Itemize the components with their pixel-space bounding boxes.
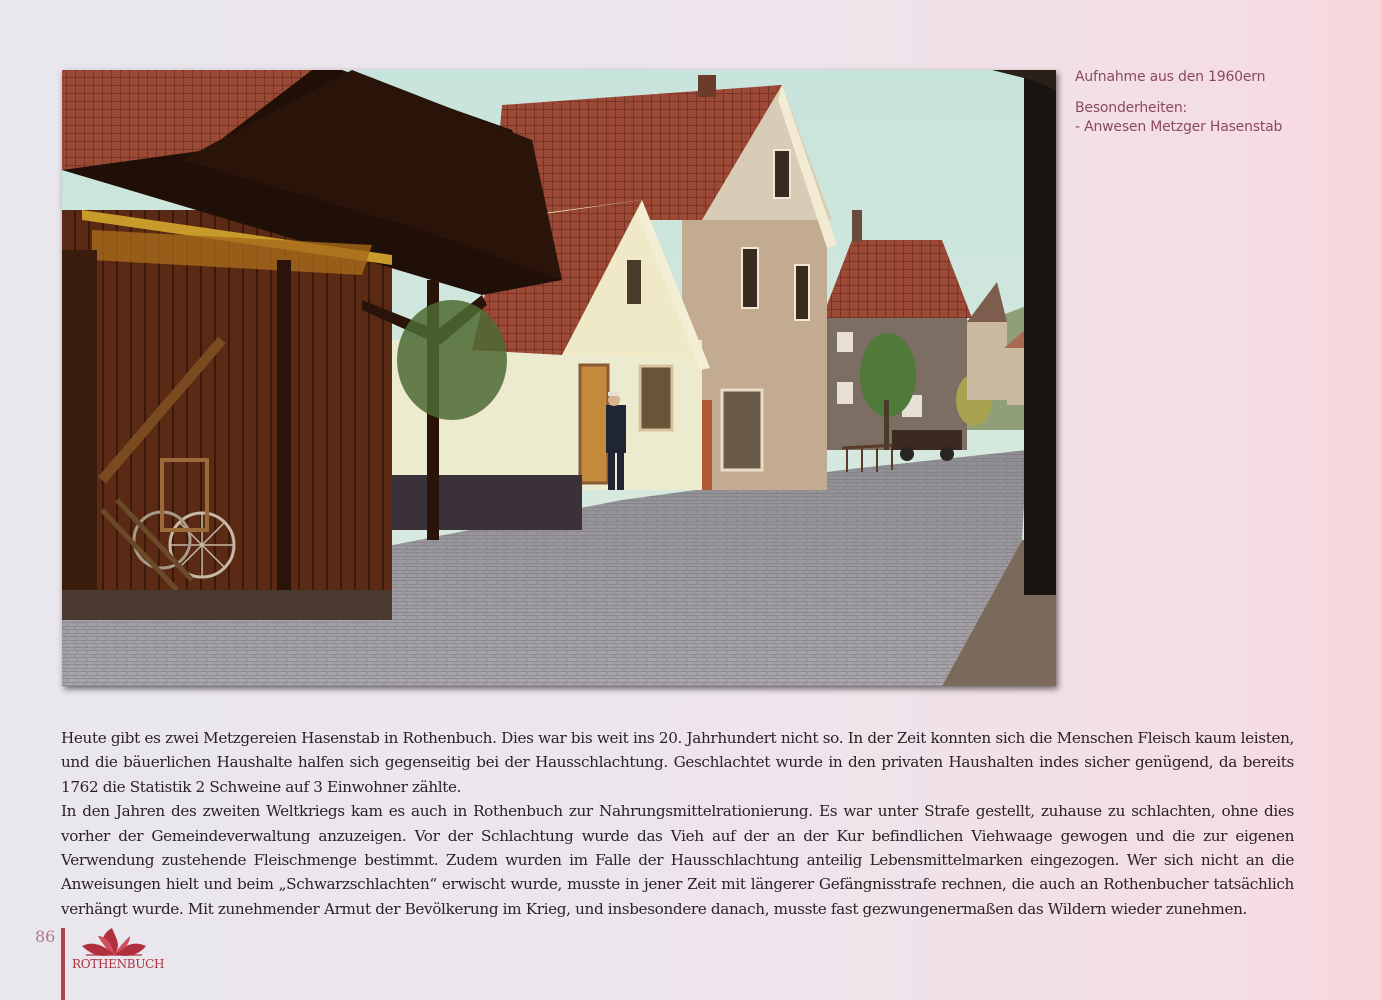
caption-feature-item: - Anwesen Metzger Hasenstab [1075, 119, 1283, 135]
paragraph-1: Heute gibt es zwei Metzgereien Hasenstab in Rothenbuch. Dies war bis weit ins 20. Jahrhundert nicht so. In der Zeit konnten sich die Menschen Fleisch kaum leisten, und die bäuerlichen Haushalte halfen sich gegenseitig bei der Hausschlachtung. Geschlachtet wurde in den privaten Haushalten indes sicher genügend, da bereits 1762 die Statistik 2 Schweine auf 3 Einwohner zählte. [61, 729, 1294, 796]
logo-wordmark: ROTHENBUCH [72, 957, 165, 971]
caption-features-heading: Besonderheiten: [1075, 100, 1188, 116]
photo-caption [1075, 68, 1365, 137]
article-body [61, 726, 1294, 921]
caption-date: Aufnahme aus den 1960ern [1075, 69, 1266, 85]
rothenbuch-leaf-logo-icon [72, 926, 165, 980]
page-number: 86 [35, 927, 56, 946]
page-accent-bar [61, 928, 65, 1000]
village-street-photo [62, 70, 1056, 686]
paragraph-2: In den Jahren des zweiten Weltkriegs kam es auch in Rothenbuch zur Nahrungsmittelrationierung. Es war unter Strafe gestellt, zuhause zu schlachten, ohne dies vorher der Gemeindeverwaltung anzuzeigen. Vor der Schlachtung wurde das Vieh auf der an der Kur befindlichen Viehwaage gewogen und die zur eigenen Verwendung zustehende Fleischmenge bestimmt. Zudem wurden im Falle der Hausschlachtung anteilig Lebensmittelmarken eingezogen. Wer sich nicht an die Anweisungen hielt und beim „Schwarzschlachten“ erwischt wurde, musste in jener Zeit mit längerer Gefängnisstrafe rechnen, die auch an Rothenbucher tatsächlich verhängt wurde. Mit zunehmender Armut der Bevölkerung im Krieg, und insbesondere danach, musste fast gezwungenermaßen das Wildern wieder zunehmen. [61, 802, 1294, 918]
photo-illustration [62, 70, 1056, 686]
